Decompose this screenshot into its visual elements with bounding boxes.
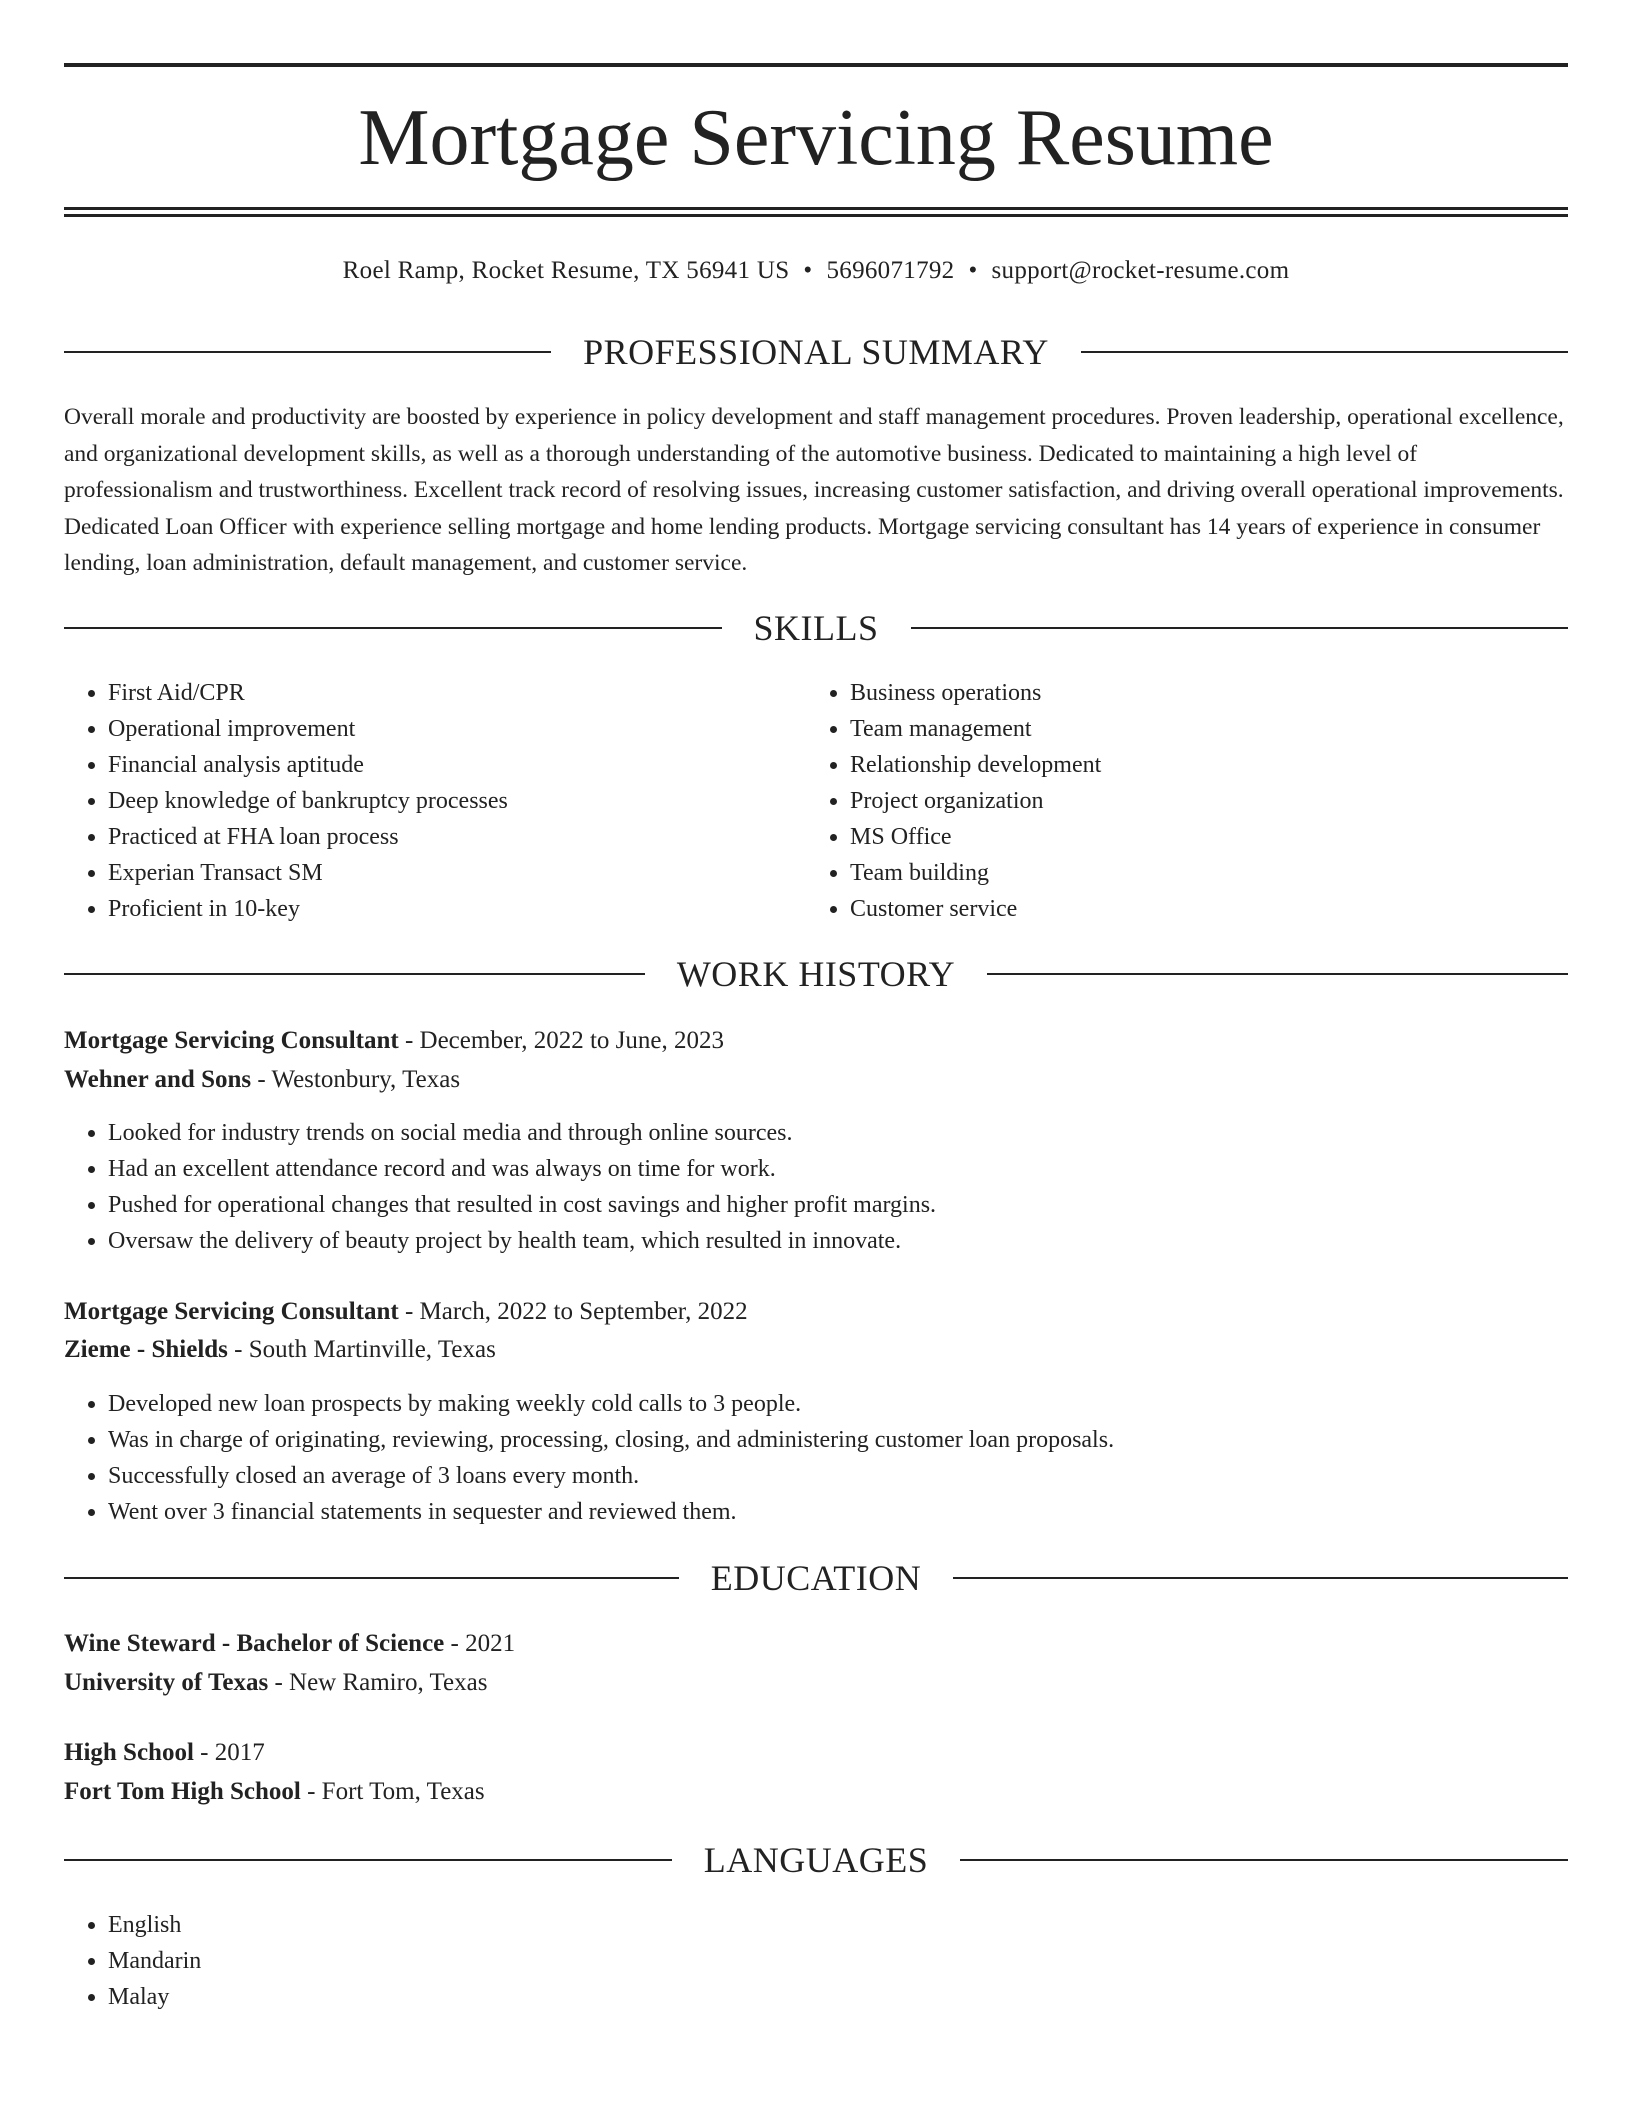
skill-item: • Business operations	[850, 675, 1546, 711]
job-dates: March, 2022 to September, 2022	[419, 1298, 748, 1325]
contact-separator: •	[968, 257, 978, 284]
languages-list	[64, 1907, 1568, 2015]
divider-line	[64, 351, 551, 353]
divider-line	[953, 1577, 1568, 1579]
resume-title: Mortgage Servicing Resume	[358, 94, 1274, 182]
contact-phone: 5696071792	[826, 257, 955, 284]
skill-item: • Relationship development	[850, 747, 1546, 783]
education-location: New Ramiro, Texas	[289, 1669, 488, 1696]
job-title-line: Mortgage Servicing Consultant - March, 2022 to September, 2022	[64, 1298, 748, 1325]
education-degree-line: High School - 2017	[64, 1739, 265, 1766]
divider-line	[64, 1859, 672, 1861]
divider-line	[64, 627, 722, 629]
language-item: • Malay	[108, 1979, 1568, 2015]
divider-line	[64, 973, 645, 975]
skill-item: • MS Office	[850, 819, 1546, 855]
language-item: • English	[108, 1907, 1568, 1943]
education-degree-line: Wine Steward - Bachelor of Science - 2021	[64, 1630, 516, 1657]
section-title: PROFESSIONAL SUMMARY	[583, 332, 1049, 372]
skills-column-right	[806, 675, 1546, 927]
education-school: Fort Tom High School	[64, 1778, 301, 1805]
skill-item: • Proficient in 10-key	[108, 891, 804, 927]
contact-separator: •	[803, 257, 813, 284]
job-bullets	[64, 1115, 1568, 1259]
job-bullet: • Went over 3 financial statements in sequester and reviewed them.	[108, 1494, 1568, 1530]
education-degree: Wine Steward - Bachelor of Science	[64, 1630, 445, 1657]
job-title: Mortgage Servicing Consultant	[64, 1298, 399, 1325]
job-bullet: • Pushed for operational changes that resulted in cost savings and higher profit margins.	[108, 1187, 1568, 1223]
title-double-rule	[64, 207, 1568, 217]
job-company-line: Zieme - Shields - South Martinville, Texas	[64, 1336, 496, 1363]
skill-item: • Experian Transact SM	[108, 855, 804, 891]
skill-item: • Financial analysis aptitude	[108, 747, 804, 783]
language-item: • Mandarin	[108, 1943, 1568, 1979]
education-school: University of Texas	[64, 1669, 269, 1696]
skill-item: • Team management	[850, 711, 1546, 747]
divider-line	[960, 1859, 1568, 1861]
section-header-skills	[64, 608, 1568, 648]
job-bullet: • Had an excellent attendance record and was always on time for work.	[108, 1151, 1568, 1187]
job-company-line: Wehner and Sons - Westonbury, Texas	[64, 1066, 461, 1093]
education-degree: High School	[64, 1739, 194, 1766]
section-header-education	[64, 1558, 1568, 1598]
education-school-line: Fort Tom High School - Fort Tom, Texas	[64, 1778, 485, 1805]
section-title: WORK HISTORY	[676, 954, 956, 994]
job-bullet: • Developed new loan prospects by making weekly cold calls to 3 people.	[108, 1386, 1568, 1422]
job-bullet: • Was in charge of originating, reviewing, processing, closing, and administering customer loan proposals.	[108, 1422, 1568, 1458]
contact-line	[64, 253, 1568, 289]
contact-email: support@rocket-resume.com	[991, 257, 1290, 284]
section-title: EDUCATION	[710, 1558, 922, 1598]
top-rule	[64, 63, 1568, 67]
skill-item: • Customer service	[850, 891, 1546, 927]
job-title: Mortgage Servicing Consultant	[64, 1027, 399, 1054]
divider-line	[1081, 351, 1568, 353]
section-header-languages	[64, 1840, 1568, 1880]
skill-item: • Practiced at FHA loan process	[108, 819, 804, 855]
summary-text: Overall morale and productivity are boosted by experience in policy development and staff management procedures. Proven leadership, operational excellence, and organizational development skills, as well as a thorough understanding of the automotive business. Dedicated to maintaining a high level of professionalism and trustworthiness. Excellent track record of resolving issues, increasing customer satisfaction, and driving overall operational improvements. Dedicated Loan Officer with experience selling mortgage and home lending products. Mortgage servicing consultant has 14 years of experience in consumer lending, loan administration, default management, and customer service.	[64, 404, 1564, 576]
skills-column-left	[64, 675, 804, 927]
education-school-line: University of Texas - New Ramiro, Texas	[64, 1669, 488, 1696]
skill-item: • Deep knowledge of bankruptcy processes	[108, 783, 804, 819]
job-company: Wehner and Sons	[64, 1066, 252, 1093]
job-location: South Martinville, Texas	[248, 1336, 496, 1363]
section-header-work-history	[64, 954, 1568, 994]
job-location: Westonbury, Texas	[271, 1066, 461, 1093]
section-title: LANGUAGES	[703, 1840, 929, 1880]
education-year: 2017	[214, 1739, 265, 1766]
contact-address: Roel Ramp, Rocket Resume, TX 56941 US	[342, 257, 790, 284]
job-bullet: • Looked for industry trends on social media and through online sources.	[108, 1115, 1568, 1151]
job-bullet: • Oversaw the delivery of beauty project by health team, which resulted in innovate.	[108, 1223, 1568, 1259]
job-company: Zieme - Shields	[64, 1336, 228, 1363]
divider-line	[64, 1577, 679, 1579]
education-location: Fort Tom, Texas	[321, 1778, 485, 1805]
job-bullets	[64, 1386, 1568, 1530]
education-year: 2021	[465, 1630, 516, 1657]
section-header-summary	[64, 332, 1568, 372]
divider-line	[987, 973, 1568, 975]
skill-item: • First Aid/CPR	[108, 675, 804, 711]
job-title-line: Mortgage Servicing Consultant - December, 2022 to June, 2023	[64, 1027, 725, 1054]
job-bullet: • Successfully closed an average of 3 loans every month.	[108, 1458, 1568, 1494]
divider-line	[911, 627, 1569, 629]
skill-item: • Team building	[850, 855, 1546, 891]
skill-item: • Operational improvement	[108, 711, 804, 747]
skill-item: • Project organization	[850, 783, 1546, 819]
job-dates: December, 2022 to June, 2023	[419, 1027, 725, 1054]
section-title: SKILLS	[753, 608, 879, 648]
